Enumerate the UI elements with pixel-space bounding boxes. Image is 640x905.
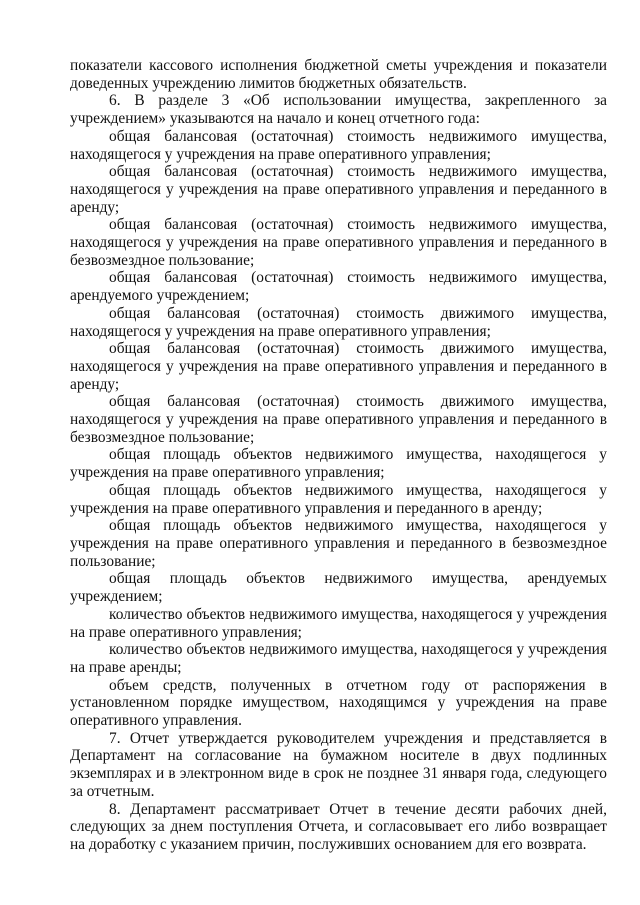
paragraph-section-7: 7. Отчет утверждается руководителем учреждения и представляется в Департамент на согласование на бумажном носителе в двух подлинных экземплярах и в электронном виде в срок не позднее 31 января года, следующего за отчетным. [70,729,607,800]
paragraph-section-8: 8. Департамент рассматривает Отчет в течение десяти рабочих дней, следующих за днем поступления Отчета, и согласовывает его либо возвращает на доработку с указанием причин, послуживших основанием для его возврата. [70,800,607,853]
list-item: количество объектов недвижимого имущества, находящегося у учреждения на праве аренды; [70,641,607,676]
list-item: общая балансовая (остаточная) стоимость движимого имущества, находящегося у учреждения на праве оперативного управления и переданного в безвозмездное пользование; [70,393,607,446]
list-item: общая площадь объектов недвижимого имущества, находящегося у учреждения на праве оперативного управления; [70,446,607,482]
paragraph-section-6: 6. В разделе 3 «Об использовании имущества, закрепленного за учреждением» указываются на начало и конец отчетного года: [70,92,607,128]
document-page [70,57,607,854]
paragraph-continuation: показатели кассового исполнения бюджетной сметы учреждения и показатели доведенных учреждению лимитов бюджетных обязательств. [70,57,607,92]
list-item: общая балансовая (остаточная) стоимость недвижимого имущества, арендуемого учреждением; [70,269,607,305]
list-item: общая балансовая (остаточная) стоимость движимого имущества, находящегося у учреждения на праве оперативного управления и переданного в аренду; [70,340,607,393]
list-item: общая площадь объектов недвижимого имущества, находящегося у учреждения на праве оперативного управления и переданного в аренду; [70,481,607,517]
list-item: общая балансовая (остаточная) стоимость недвижимого имущества, находящегося у учреждения на праве оперативного управления и переданного в безвозмездное пользование; [70,216,607,269]
list-item: количество объектов недвижимого имущества, находящегося у учреждения на праве оперативного управления; [70,605,607,641]
list-item: общая балансовая (остаточная) стоимость недвижимого имущества, находящегося у учреждения на праве оперативного управления; [70,127,607,163]
list-item: общая площадь объектов недвижимого имущества, арендуемых учреждением; [70,570,607,606]
list-item: общая балансовая (остаточная) стоимость недвижимого имущества, находящегося у учреждения на праве оперативного управления и переданного в аренду; [70,163,607,216]
list-item: объем средств, полученных в отчетном году от распоряжения в установленном порядке имуществом, находящимся у учреждения на праве оперативного управления. [70,676,607,730]
list-item: общая балансовая (остаточная) стоимость движимого имущества, находящегося у учреждения на праве оперативного управления; [70,304,607,340]
list-item: общая площадь объектов недвижимого имущества, находящегося у учреждения на праве оперативного управления и переданного в безвозмездное пользование; [70,517,607,570]
